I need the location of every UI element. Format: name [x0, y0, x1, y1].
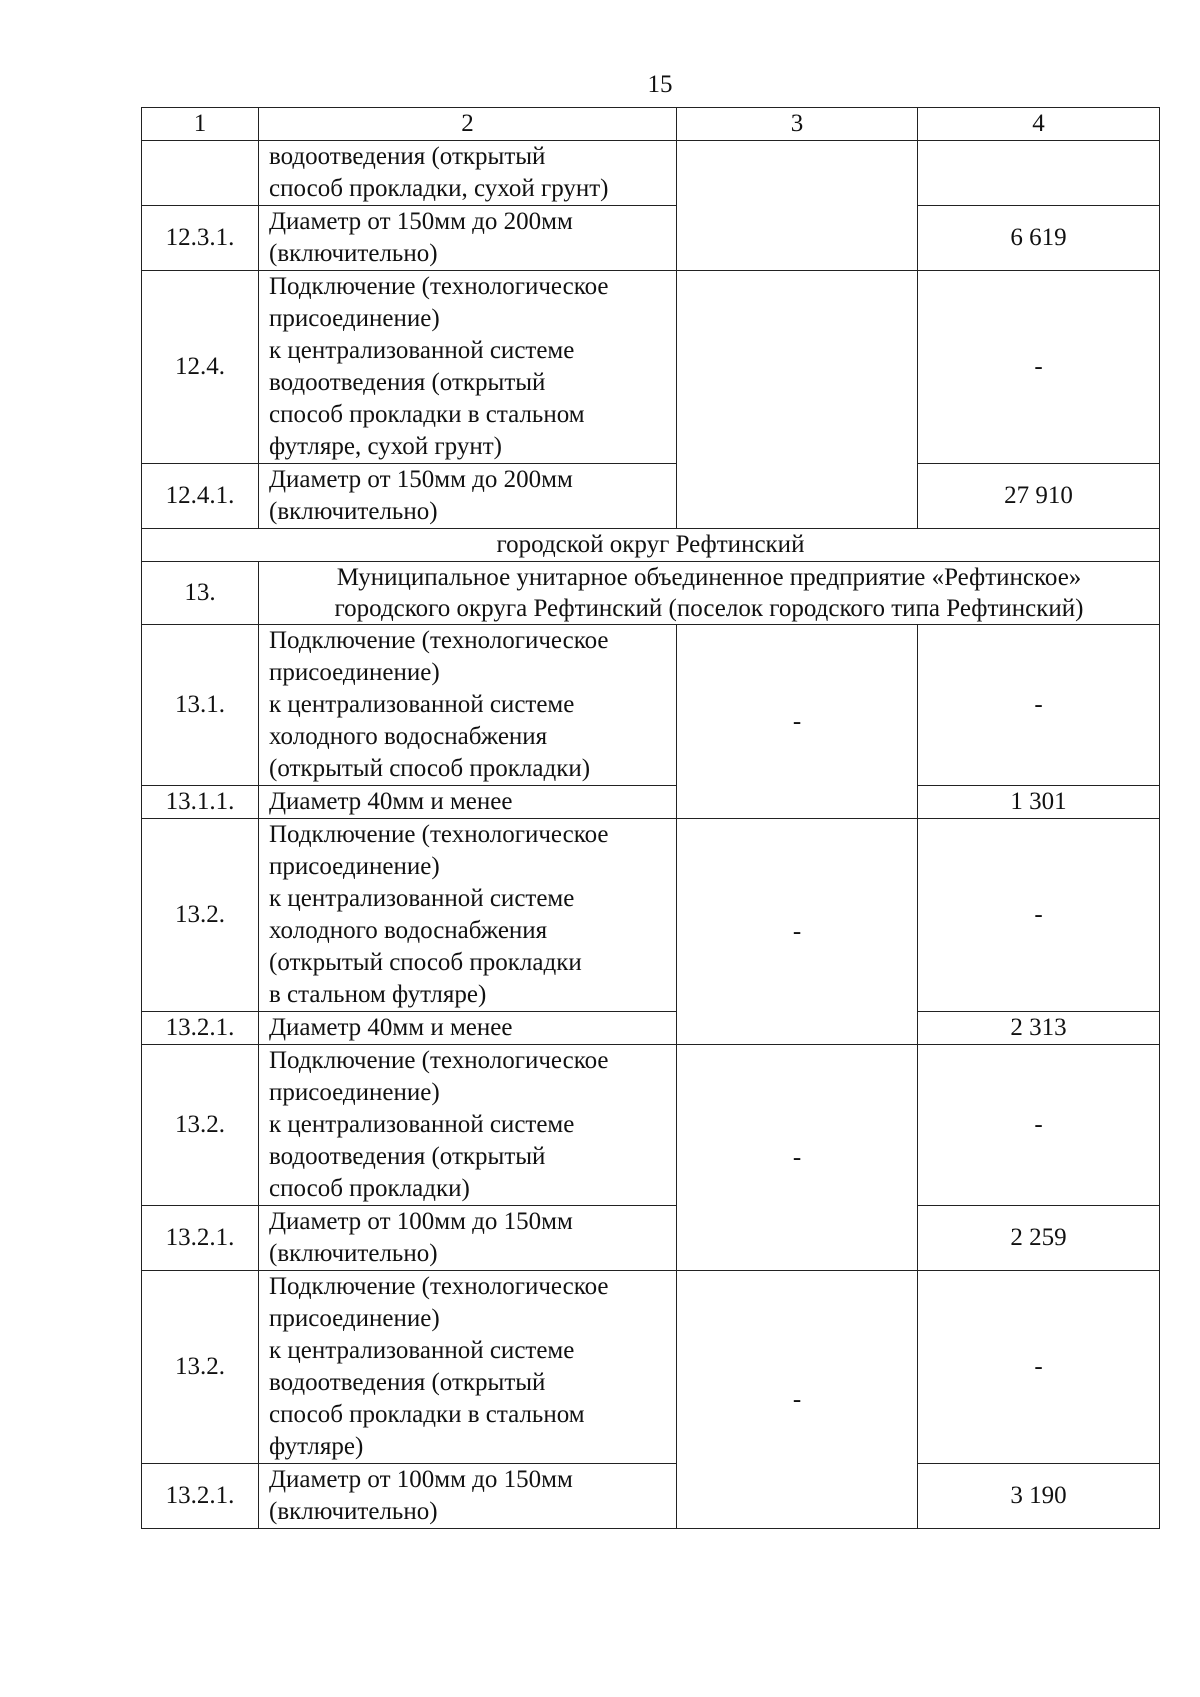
row-description: Подключение (технологическое присоединение) к централизованной системе водоотведения (открытый способ прокладки) [259, 1045, 677, 1206]
table-row [142, 625, 1160, 786]
row-number: 13.1. [142, 625, 259, 786]
row-description: Подключение (технологическое присоединение) к централизованной системе водоотведения (открытый способ прокладки в стальном футляре) [259, 1271, 677, 1464]
table-row [142, 1012, 1160, 1045]
header-cell-2: 2 [259, 108, 677, 141]
organization-name: Муниципальное унитарное объединенное предприятие «Рефтинское» городского округа Рефтинский (поселок городского типа Рефтинский) [259, 562, 1160, 625]
row-value [918, 141, 1160, 206]
section-title: городской округ Рефтинский [142, 529, 1160, 562]
row-description: Диаметр от 100мм до 150мм (включительно) [259, 1206, 677, 1271]
row-col3: - [677, 625, 918, 819]
table-row [142, 464, 1160, 529]
section-row [142, 529, 1160, 562]
table-row [142, 141, 1160, 206]
row-value: 2 313 [918, 1012, 1160, 1045]
row-value: 6 619 [918, 206, 1160, 271]
row-value: 27 910 [918, 464, 1160, 529]
table-row [142, 1206, 1160, 1271]
row-number: 13.2. [142, 1271, 259, 1464]
row-value: - [918, 1045, 1160, 1206]
row-description: Подключение (технологическое присоединение) к централизованной системе холодного водоснабжения (открытый способ прокладки в стальном футляре) [259, 819, 677, 1012]
row-value: - [918, 271, 1160, 464]
row-col3: - [677, 1271, 918, 1529]
row-col3 [677, 271, 918, 529]
row-col3 [677, 141, 918, 271]
row-number: 13.2.1. [142, 1012, 259, 1045]
row-number: 12.3.1. [142, 206, 259, 271]
row-description: водоотведения (открытый способ прокладки, сухой грунт) [259, 141, 677, 206]
tariff-table [141, 107, 1160, 1529]
row-number: 13.1.1. [142, 786, 259, 819]
table-row [142, 271, 1160, 464]
row-description: Диаметр от 100мм до 150мм (включительно) [259, 1464, 677, 1529]
row-description: Диаметр 40мм и менее [259, 786, 677, 819]
table-row [142, 206, 1160, 271]
row-number [142, 141, 259, 206]
row-number: 13.2.1. [142, 1464, 259, 1529]
row-description: Подключение (технологическое присоединение) к централизованной системе холодного водоснабжения (открытый способ прокладки) [259, 625, 677, 786]
row-number: 13.2.1. [142, 1206, 259, 1271]
header-cell-3: 3 [677, 108, 918, 141]
row-number: 13. [142, 562, 259, 625]
row-number: 13.2. [142, 819, 259, 1012]
table-row [142, 786, 1160, 819]
row-value: - [918, 819, 1160, 1012]
table-row [142, 1464, 1160, 1529]
table-row [142, 819, 1160, 1012]
table-row [142, 1271, 1160, 1464]
header-cell-1: 1 [142, 108, 259, 141]
page-number: 15 [647, 71, 673, 98]
row-col3: - [677, 1045, 918, 1271]
row-col3: - [677, 819, 918, 1045]
row-value: 3 190 [918, 1464, 1160, 1529]
row-value: 2 259 [918, 1206, 1160, 1271]
header-cell-4: 4 [918, 108, 1160, 141]
row-description: Диаметр 40мм и менее [259, 1012, 677, 1045]
table-header-row [142, 108, 1160, 141]
row-value: - [918, 625, 1160, 786]
row-value: - [918, 1271, 1160, 1464]
row-value: 1 301 [918, 786, 1160, 819]
row-number: 12.4. [142, 271, 259, 464]
table-row [142, 1045, 1160, 1206]
row-description: Диаметр от 150мм до 200мм (включительно) [259, 464, 677, 529]
row-number: 12.4.1. [142, 464, 259, 529]
organization-row [142, 562, 1160, 625]
row-number: 13.2. [142, 1045, 259, 1206]
row-description: Подключение (технологическое присоединение) к централизованной системе водоотведения (открытый способ прокладки в стальном футляре, сухой грунт) [259, 271, 677, 464]
row-description: Диаметр от 150мм до 200мм (включительно) [259, 206, 677, 271]
